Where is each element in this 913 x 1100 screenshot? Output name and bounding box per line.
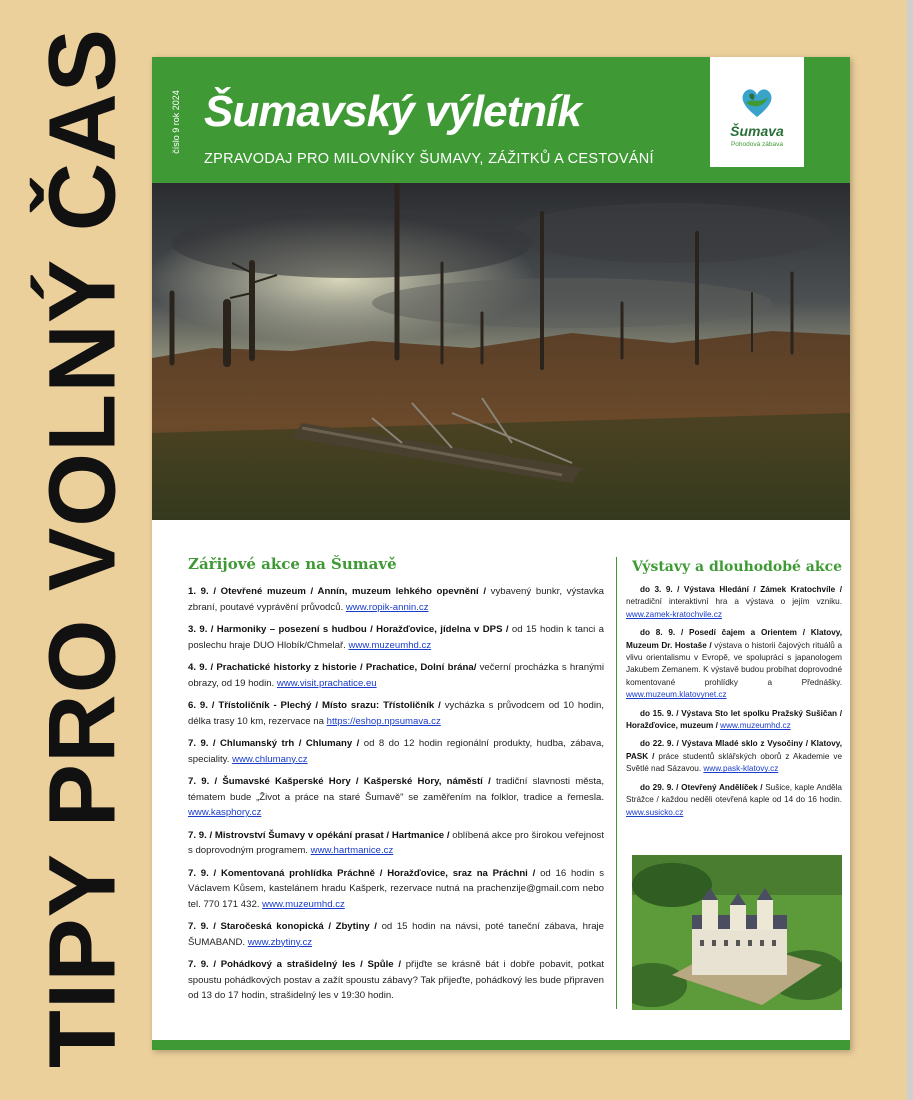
exhibition-item-heading: do 3. 9. / Výstava Hledání / Zámek Kratochvíle / bbox=[640, 585, 842, 594]
exhibition-item-text: práce studentů sklářských oborů z Akademie ve Světlé nad Sázavou. bbox=[626, 751, 842, 774]
event-item-text: oblíbená akce pro širokou veřejnost s doprovodným programem. bbox=[188, 829, 604, 856]
hero-photo-dead-forest bbox=[152, 183, 850, 520]
exhibition-item-text: Sušice, kaple Anděla Strážce / každou neděli otevřená kaple od 14 do 16 hodin. bbox=[626, 782, 842, 805]
newsletter-title: Šumavský výletník bbox=[204, 87, 581, 136]
event-item-link[interactable]: www.chlumany.cz bbox=[232, 753, 308, 765]
exhibition-item-heading: do 22. 9. / Výstava Mladé sklo z Vysočiny / Klatovy, PASK / bbox=[626, 739, 842, 761]
logo-name: Šumava bbox=[730, 123, 784, 139]
event-item-text: přijďte se krásně bát i dobře pobavit, potkat spoustu pohádkových postav a zažít spoustu zábavy? Tak přijeďte, pohádkový les bude připraven od 13 do 17 hodin, strašidelný les v 19:30 hodin. bbox=[188, 959, 604, 1001]
event-item-heading: 1. 9. / Otevřené muzeum / Annín, muzeum lehkého opevnění / bbox=[188, 586, 486, 597]
issue-info bbox=[166, 77, 186, 167]
event-item bbox=[188, 660, 604, 691]
sumava-logo bbox=[710, 57, 804, 167]
event-item-link[interactable]: www.muzeumhd.cz bbox=[348, 639, 432, 651]
event-item-heading: 4. 9. / Prachatické historky z historie / Prachatice, Dolní brána/ bbox=[188, 662, 477, 673]
event-item-text: tradiční slavnosti města, tématem bude „Život a práce na staré Šumavě" se zaměřením na folklor, tradice a řemesla. bbox=[188, 776, 604, 803]
event-item-link[interactable]: www.ropik-annin.cz bbox=[345, 601, 429, 613]
event-item bbox=[188, 919, 604, 950]
issue-number: číslo 9 rok 2024 bbox=[171, 90, 181, 154]
footer-bar bbox=[152, 1040, 850, 1050]
event-item-text: od 8 do 12 hodin regionální produkty, hudba, zábava, speciality. bbox=[188, 738, 604, 765]
event-item-text: od 16 hodin s Václavem Kůsem, kastelánem hradu Kašperk, rezervace nutná na prachenzije@gmail.com nebo tel. 770 171 432. bbox=[188, 867, 604, 910]
right-edge-strip bbox=[907, 0, 913, 1100]
exhibitions-column bbox=[626, 559, 842, 825]
event-item-heading: 7. 9. / Pohádkový a strašidelný les / Spůle / bbox=[188, 959, 401, 970]
event-item-link[interactable]: www.visit.prachatice.eu bbox=[276, 677, 377, 689]
event-item bbox=[188, 957, 604, 1004]
newsletter-subtitle: ZPRAVODAJ PRO MILOVNÍKY ŠUMAVY, ZÁŽITKŮ A CESTOVÁNÍ bbox=[204, 151, 654, 167]
exhibition-item-heading: do 8. 9. / Posedí čajem a Orientem / Klatovy, Muzeum Dr. Hostaše / bbox=[626, 628, 842, 650]
exhibition-item-link[interactable]: www.susicko.cz bbox=[626, 807, 684, 817]
event-item-link[interactable]: https://eshop.npsumava.cz bbox=[326, 715, 441, 727]
events-column bbox=[188, 555, 604, 1011]
event-item bbox=[188, 622, 604, 653]
exhibition-item bbox=[626, 627, 842, 701]
event-item bbox=[188, 584, 604, 615]
event-item bbox=[188, 774, 604, 821]
event-item-heading: 7. 9. / Staročeská konopická / Zbytiny / bbox=[188, 921, 377, 932]
event-item-text: od 15 hodin k tanci a poslechu hraje DUO Hlobík/Chmelař. bbox=[188, 624, 604, 651]
event-item-heading: 7. 9. / Mistrovství Šumavy v opékání prasat / Hartmanice / bbox=[188, 829, 450, 841]
events-heading: Zářijové akce na Šumavě bbox=[188, 555, 397, 573]
event-item-link[interactable]: www.zbytiny.cz bbox=[247, 936, 313, 948]
event-item-heading: 3. 9. / Harmoniky – posezení s hudbou / Horažďovice, jídelna v DPS / bbox=[188, 624, 509, 635]
logo-tagline: Pohodová zábava bbox=[730, 141, 784, 148]
column-divider bbox=[616, 557, 617, 1009]
exhibition-item-link[interactable]: www.muzeumhd.cz bbox=[720, 721, 791, 731]
event-item bbox=[188, 828, 604, 859]
event-item-text: vycházka s průvodcem od 10 hodin, délka trasy 10 km, rezervace na bbox=[188, 700, 604, 727]
events-list bbox=[188, 584, 604, 1004]
castle-aerial-photo bbox=[632, 855, 842, 1010]
exhibition-item-link[interactable]: www.pask-klatovy.cz bbox=[703, 764, 779, 774]
event-item bbox=[188, 698, 604, 729]
exhibition-item-heading: do 15. 9. / Výstava Sto let spolku Pražský Sušičan / Horažďovice, muzeum / bbox=[626, 708, 842, 731]
event-item-heading: 7. 9. / Šumavské Kašperské Hory / Kašperské Hory, náměstí / bbox=[188, 776, 491, 787]
event-item-heading: 7. 9. / Chlumanský trh / Chlumany / bbox=[188, 738, 360, 749]
exhibition-item-text: netradiční interaktivní hra a výstava o jejím vzniku. bbox=[626, 597, 842, 607]
exhibition-item-link[interactable]: www.muzeum.klatovynet.cz bbox=[626, 690, 727, 700]
logo-heart-icon bbox=[738, 83, 776, 121]
event-item-link[interactable]: www.hartmanice.cz bbox=[310, 845, 394, 856]
exhibition-item-text: výstava o historii čajových rituálů a vlivu orientalismu v Evropě, ve spolupráci s japanologem Jakubem Zemanem. K výstavě budou probíhat doprovodné komentované prohlídky a Přednášky. bbox=[626, 640, 842, 687]
exhibition-item bbox=[626, 738, 842, 775]
event-item-text: od 15 hodin na návsi, poté taneční zábava, hraje ŠUMABAND. bbox=[188, 921, 604, 948]
exhibition-item bbox=[626, 708, 842, 733]
exhibition-item-heading: do 29. 9. / Otevřený Andělíček / bbox=[640, 782, 763, 792]
event-item-link[interactable]: www.kasphory.cz bbox=[188, 807, 262, 818]
exhibitions-heading: Výstavy a dlouhodobé akce bbox=[632, 559, 842, 575]
event-item-text: vybavený bunkr, výstavka zbraní, poutavé vyprávění průvodců. bbox=[188, 586, 604, 613]
exhibition-item-link[interactable]: www.zamek-kratochvile.cz bbox=[626, 609, 722, 619]
newsletter-header bbox=[152, 57, 850, 183]
event-item bbox=[188, 866, 604, 913]
side-banner-text: TIPY PRO VOLNÝ ČAS bbox=[29, 27, 136, 1069]
newsletter-page bbox=[152, 57, 850, 1050]
event-item-heading: 7. 9. / Komentovaná prohlídka Práchně / Horažďovice, sraz na Práchni / bbox=[188, 867, 536, 879]
event-item-heading: 6. 9. / Třístoličník - Plechý / Místo srazu: Třístoličník / bbox=[188, 700, 441, 711]
side-banner bbox=[18, 8, 148, 1088]
event-item-text: večerní procházka s hranými obrazy, od 19 hodin. bbox=[188, 662, 604, 689]
exhibition-item bbox=[626, 782, 842, 819]
event-item bbox=[188, 736, 604, 767]
exhibition-item bbox=[626, 584, 842, 621]
event-item-link[interactable]: www.muzeumhd.cz bbox=[262, 898, 345, 910]
exhibitions-list bbox=[626, 584, 842, 819]
